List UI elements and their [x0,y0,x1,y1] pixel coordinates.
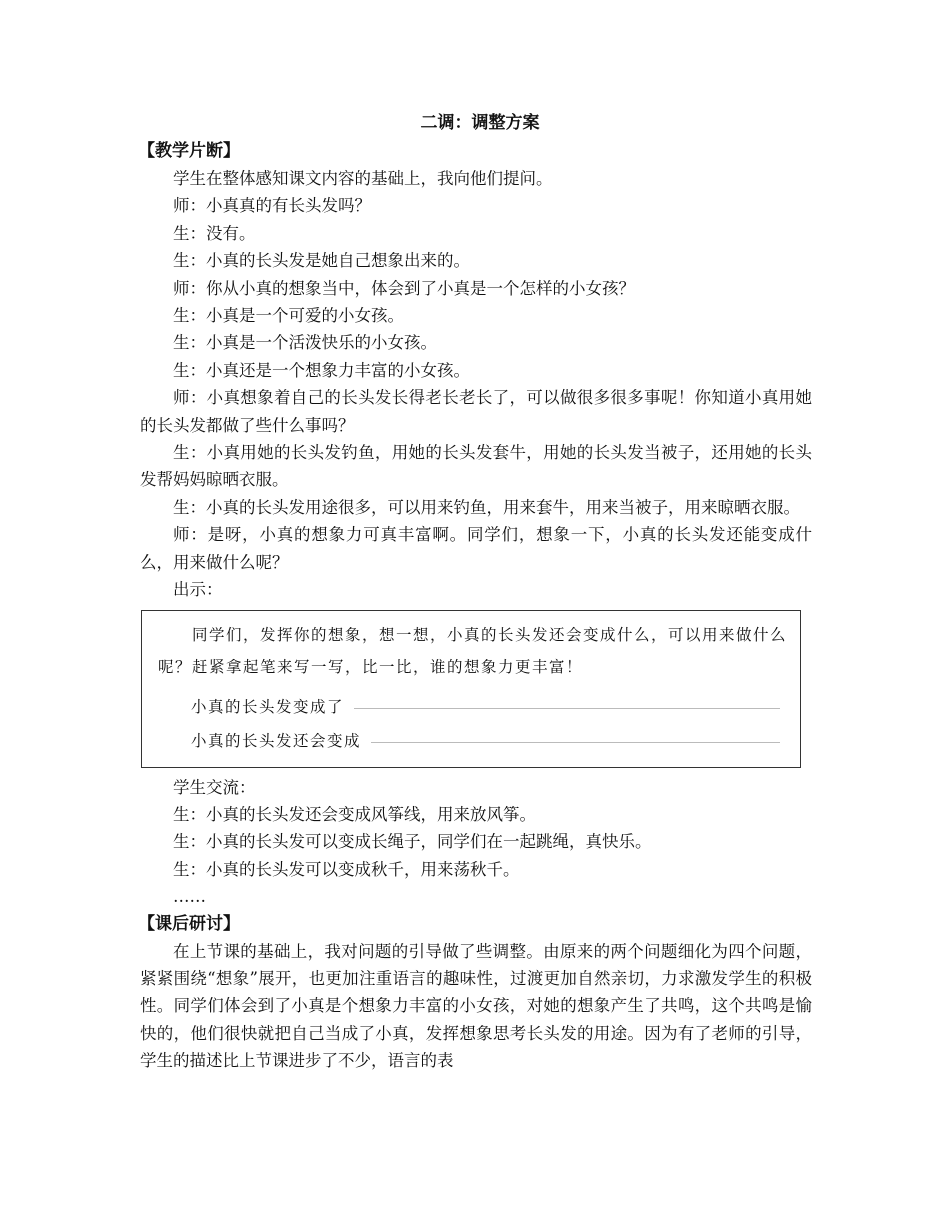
fill-blank-label-1: 小真的长头发变成了 [191,697,345,716]
section-heading-discussion: 【课后研讨】 [138,913,240,934]
text-paragraph: 在上节课的基础上，我对问题的引导做了些调整。由原来的两个问题细化为四个问题，紧紧围绕“想象”展开，也更加注重语言的趣味性，过渡更加自然亲切，力求激发学生的积极性。同学们体会到了小真是个想象力丰富的小女孩，对她的想象产生了共鸣，这个共鸣是愉快的，他们很快就把自己当成了小真，发挥想象思考长头发的用途。因为有了老师的引导，学生的描述比上节课进步了不少，语言的表 [140,941,812,1071]
text-paragraph: 师：小真想象着自己的长头发长得老长老长了，可以做很多很多事呢！你知道小真用她的长头发都做了些什么事吗？ [140,388,812,435]
fill-blank-line-1 [354,708,780,709]
text-paragraph: 生：小真用她的长头发钓鱼，用她的长头发套牛，用她的长头发当被子，还用她的长头发帮妈妈晾晒衣服。 [140,443,812,490]
document-body [140,110,812,1075]
text-line: 学生在整体感知课文内容的基础上，我向他们提问。 [173,169,553,188]
text-paragraph: 师：是呀，小真的想象力可真丰富啊。同学们，想象一下，小真的长头发还能变成什么，用来做什么呢？ [140,525,812,572]
text-line: 生：小真是一个活泼快乐的小女孩。 [173,333,437,353]
fill-blank-line-2 [371,742,780,743]
text-line: 生：小真还是一个想象力丰富的小女孩。 [173,360,470,380]
exercise-prompt: 同学们，发挥你的想象，想一想，小真的长头发还会变成什么，可以用来做什么呢？赶紧拿起笔来写一写，比一比，谁的想象力更丰富！ [158,625,788,676]
text-line: 生：小真是一个可爱的小女孩。 [173,306,404,326]
text-line: 生：小真的长头发可以变成长绳子，同学们在一起跳绳，真快乐。 [173,832,652,852]
fill-blank-label-2: 小真的长头发还会变成 [191,731,362,750]
section-heading-teaching: 【教学片断】 [138,141,240,161]
text-line: 生：小真的长头发可以变成秋千，用来荡秋千。 [173,859,520,879]
text-line: 生：小真的长头发还会变成风筝线，用来放风筝。 [173,804,536,824]
page-title: 二调：调整方案 [420,113,540,133]
text-line: 学生交流： [173,777,256,797]
text-paragraph: 生：小真的长头发用途很多，可以用来钓鱼，用来套牛，用来当被子，用来晾晒衣服。 [173,497,800,517]
fill-blank-row-1 [158,683,788,717]
text-line: 生：小真的长头发是她自己想象出来的。 [173,251,470,271]
text-line: 师：你从小真的想象当中，体会到了小真是一个怎样的小女孩？ [173,278,635,298]
fill-blank-row-2 [158,717,788,751]
show-label: 出示： [173,580,223,600]
text-line: 生：没有。 [173,223,256,243]
ellipsis: …… [173,887,206,907]
exercise-box [141,610,801,768]
text-line: 师：小真真的有长头发吗？ [173,196,371,216]
